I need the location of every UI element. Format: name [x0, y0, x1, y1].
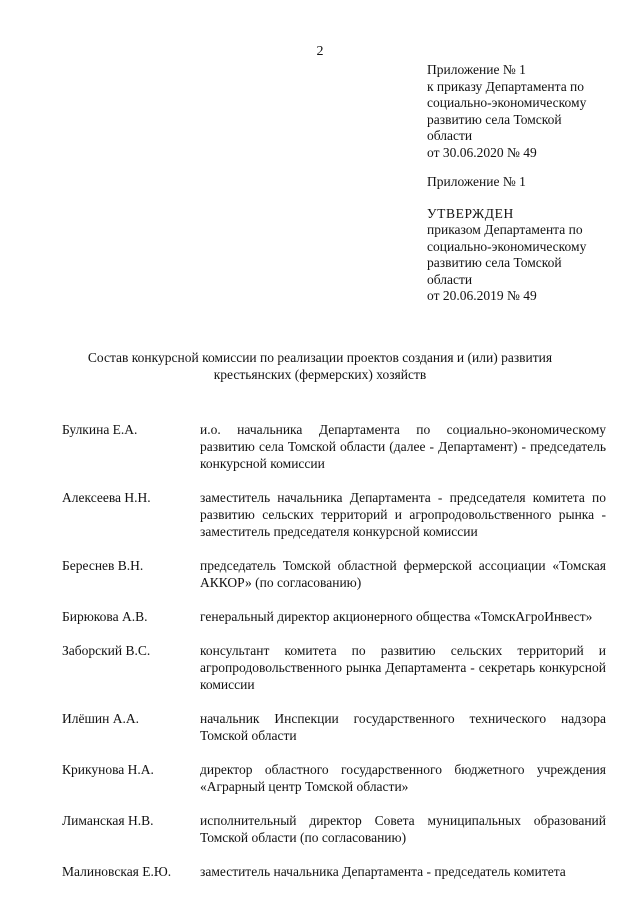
member-role: консультант комитета по развитию сельских территорий и агропродовольственного рынка Департамента - секретарь конкурсной комиссии [200, 643, 606, 692]
commission-members-list [62, 421, 606, 897]
member-role: заместитель начальника Департамента - председатель комитета [200, 864, 566, 879]
appendix-line: области [427, 128, 473, 143]
approval-line: приказом Департамента по [427, 222, 583, 237]
member-name: Заборский В.С. [62, 643, 151, 658]
member-row [62, 608, 606, 625]
member-role: председатель Томской областной фермерской ассоциации «Томская АККОР» (по согласованию) [200, 558, 606, 590]
page-number: 2 [316, 44, 324, 59]
appendix-order-date: от 30.06.2020 № 49 [427, 144, 537, 160]
member-name: Лиманская Н.В. [62, 813, 154, 828]
approved-label: УТВЕРЖДЕН [427, 205, 514, 221]
member-row [62, 710, 606, 744]
approval-line: области [427, 271, 473, 287]
approval-appendix-heading: Приложение № 1 [427, 174, 526, 189]
member-row [62, 642, 606, 693]
member-role: начальник Инспекции государственного технического надзора Томской области [200, 711, 606, 743]
approval-block [427, 174, 627, 305]
member-name: Крикунова Н.А. [62, 762, 154, 777]
title-line-1: Состав конкурсной комиссии по реализации проектов создания и (или) развития [87, 350, 553, 365]
appendix-line: к приказу Департамента по [427, 78, 585, 94]
approval-line: социально-экономическому [427, 238, 587, 254]
approval-line: развитию села Томской [427, 255, 562, 270]
member-name: Бирюкова А.В. [62, 609, 148, 624]
title-line-2: крестьянских (фермерских) хозяйств [213, 367, 427, 382]
appendix-line: развитию села Томской [427, 111, 562, 127]
member-row [62, 489, 606, 540]
member-role: заместитель начальника Департамента - председателя комитета по развитию сельских территорий и агропродовольственного рынка - заместитель председателя конкурсной комиссии [200, 490, 606, 539]
member-name: Береснев В.Н. [62, 558, 144, 573]
member-name: Алексеева Н.Н. [62, 490, 151, 505]
member-role: генеральный директор акционерного общества «ТомскАгроИнвест» [200, 609, 593, 624]
member-row [62, 421, 606, 472]
appendix-line: социально-экономическому [427, 95, 587, 110]
member-row [62, 557, 606, 591]
member-name: Илёшин А.А. [62, 711, 139, 726]
member-name: Малиновская Е.Ю. [62, 864, 172, 879]
approval-order-date: от 20.06.2019 № 49 [427, 288, 537, 303]
appendix-reference-block [427, 62, 627, 161]
member-role: директор областного государственного бюджетного учреждения «Аграрный центр Томской области» [200, 762, 606, 794]
member-row [62, 761, 606, 795]
member-role: исполнительный директор Совета муниципальных образований Томской области (по согласованию) [200, 813, 606, 845]
member-role: и.о. начальника Департамента по социально-экономическому развитию села Томской области (далее - Департамент) - председатель конкурсной комиссии [200, 422, 606, 471]
member-row [62, 863, 606, 880]
member-name: Булкина Е.А. [62, 422, 138, 437]
appendix-heading: Приложение № 1 [427, 62, 526, 77]
document-title [0, 349, 640, 383]
member-row [62, 812, 606, 846]
